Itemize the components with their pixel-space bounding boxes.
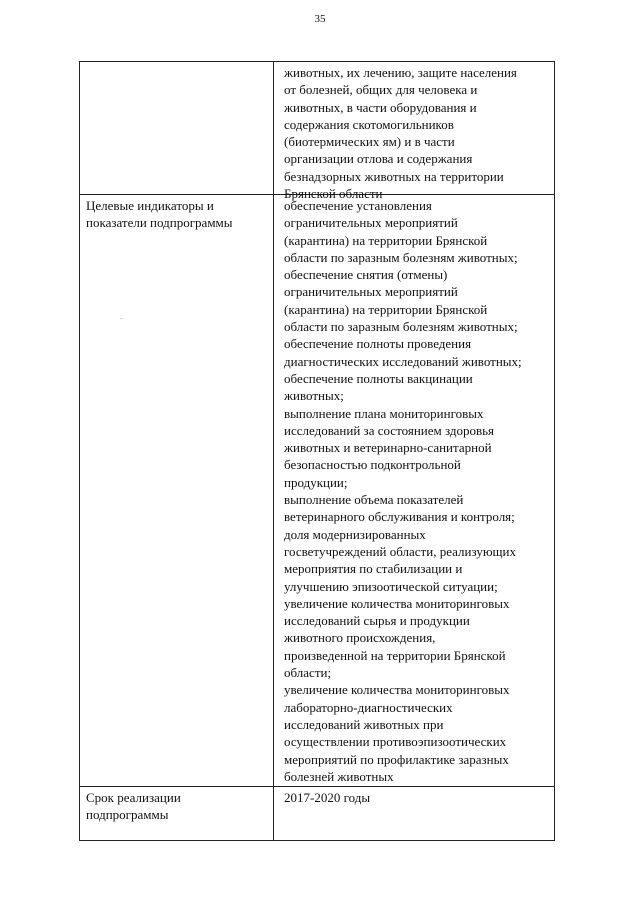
content-line: области по заразным болезням животных; [284, 249, 518, 265]
content-line: выполнение объема показателей [284, 492, 464, 508]
table-row-target-indicators [80, 195, 554, 787]
content-line: (биотермических ям) и в части [284, 134, 455, 150]
content-line: выполнение плана мониторинговых [284, 405, 484, 421]
page-number: 35 [314, 13, 326, 25]
content-line: ограничительных мероприятий [284, 215, 458, 231]
content-line: содержания скотомогильников [284, 116, 454, 132]
content-line: госветучреждений области, реализующих [284, 543, 516, 559]
content-line: лабораторно-диагностических [284, 699, 453, 715]
content-line: животных и ветеринарно-санитарной [284, 440, 492, 456]
content-line: Брянской области [284, 186, 383, 202]
content-line: диагностических исследований животных; [284, 353, 522, 369]
content-line: безопасностью подконтрольной [284, 457, 461, 473]
label-line: Срок реализации [86, 790, 181, 805]
content-line: (карантина) на территории Брянской [284, 301, 488, 317]
content-line: животных; [284, 388, 344, 404]
content-line: исследований сырья и продукции [284, 613, 470, 629]
label-line: подпрограммы [86, 807, 169, 823]
content-line: исследований животных при [284, 716, 444, 732]
label-line: показатели подпрограммы [86, 215, 233, 231]
column-divider [273, 195, 274, 786]
content-line: 2017-2020 годы [284, 790, 371, 805]
label-line: Целевые индикаторы и [86, 198, 214, 213]
content-line: животных, в части оборудования и [284, 99, 477, 115]
content-line: организации отлова и содержания [284, 151, 473, 167]
content-line: болезней животных [284, 768, 394, 784]
content-line: животного происхождения, [284, 630, 436, 646]
content-line: мероприятий по профилактике заразных [284, 751, 509, 767]
row-label-cell [86, 789, 266, 824]
content-line: обеспечение снятия (отмены) [284, 267, 448, 283]
content-line: области; [284, 665, 332, 681]
content-line: исследований за состоянием здоровья [284, 422, 495, 438]
content-line: обеспечение полноты вакцинации [284, 370, 473, 386]
subprogram-passport-table [79, 61, 555, 841]
content-line: ветеринарного обслуживания и контроля; [284, 509, 515, 525]
table-row-implementation-period [80, 787, 554, 840]
row-content-cell [284, 789, 552, 806]
content-line: обеспечение установления [284, 198, 432, 213]
content-line: продукции; [284, 474, 348, 490]
table-row-continuation [80, 62, 554, 202]
column-divider [273, 62, 274, 194]
content-line: от болезней, общих для человека и [284, 82, 478, 98]
content-line: мероприятия по стабилизации и [284, 561, 463, 577]
content-line: улучшению эпизоотической ситуации; [284, 578, 498, 594]
content-line: осуществлении противоэпизоотических [284, 734, 507, 750]
row-content-cell [284, 197, 552, 785]
content-line: животных, их лечению, защите населения [284, 65, 517, 80]
content-line: произведенной на территории Брянской [284, 647, 506, 663]
content-line: увеличение количества мониторинговых [284, 595, 510, 611]
content-line: обеспечение полноты проведения [284, 336, 472, 352]
content-line: ограничительных мероприятий [284, 284, 458, 300]
content-line: увеличение количества мониторинговых [284, 682, 510, 698]
content-line: области по заразным болезням животных; [284, 319, 518, 335]
row-label-cell [86, 197, 266, 232]
content-line: безнадзорных животных на территории [284, 168, 504, 184]
row-content-cell [284, 64, 552, 202]
scan-speck [120, 318, 123, 319]
content-line: (карантина) на территории Брянской [284, 232, 488, 248]
column-divider [273, 787, 274, 840]
content-line: доля модернизированных [284, 526, 426, 542]
